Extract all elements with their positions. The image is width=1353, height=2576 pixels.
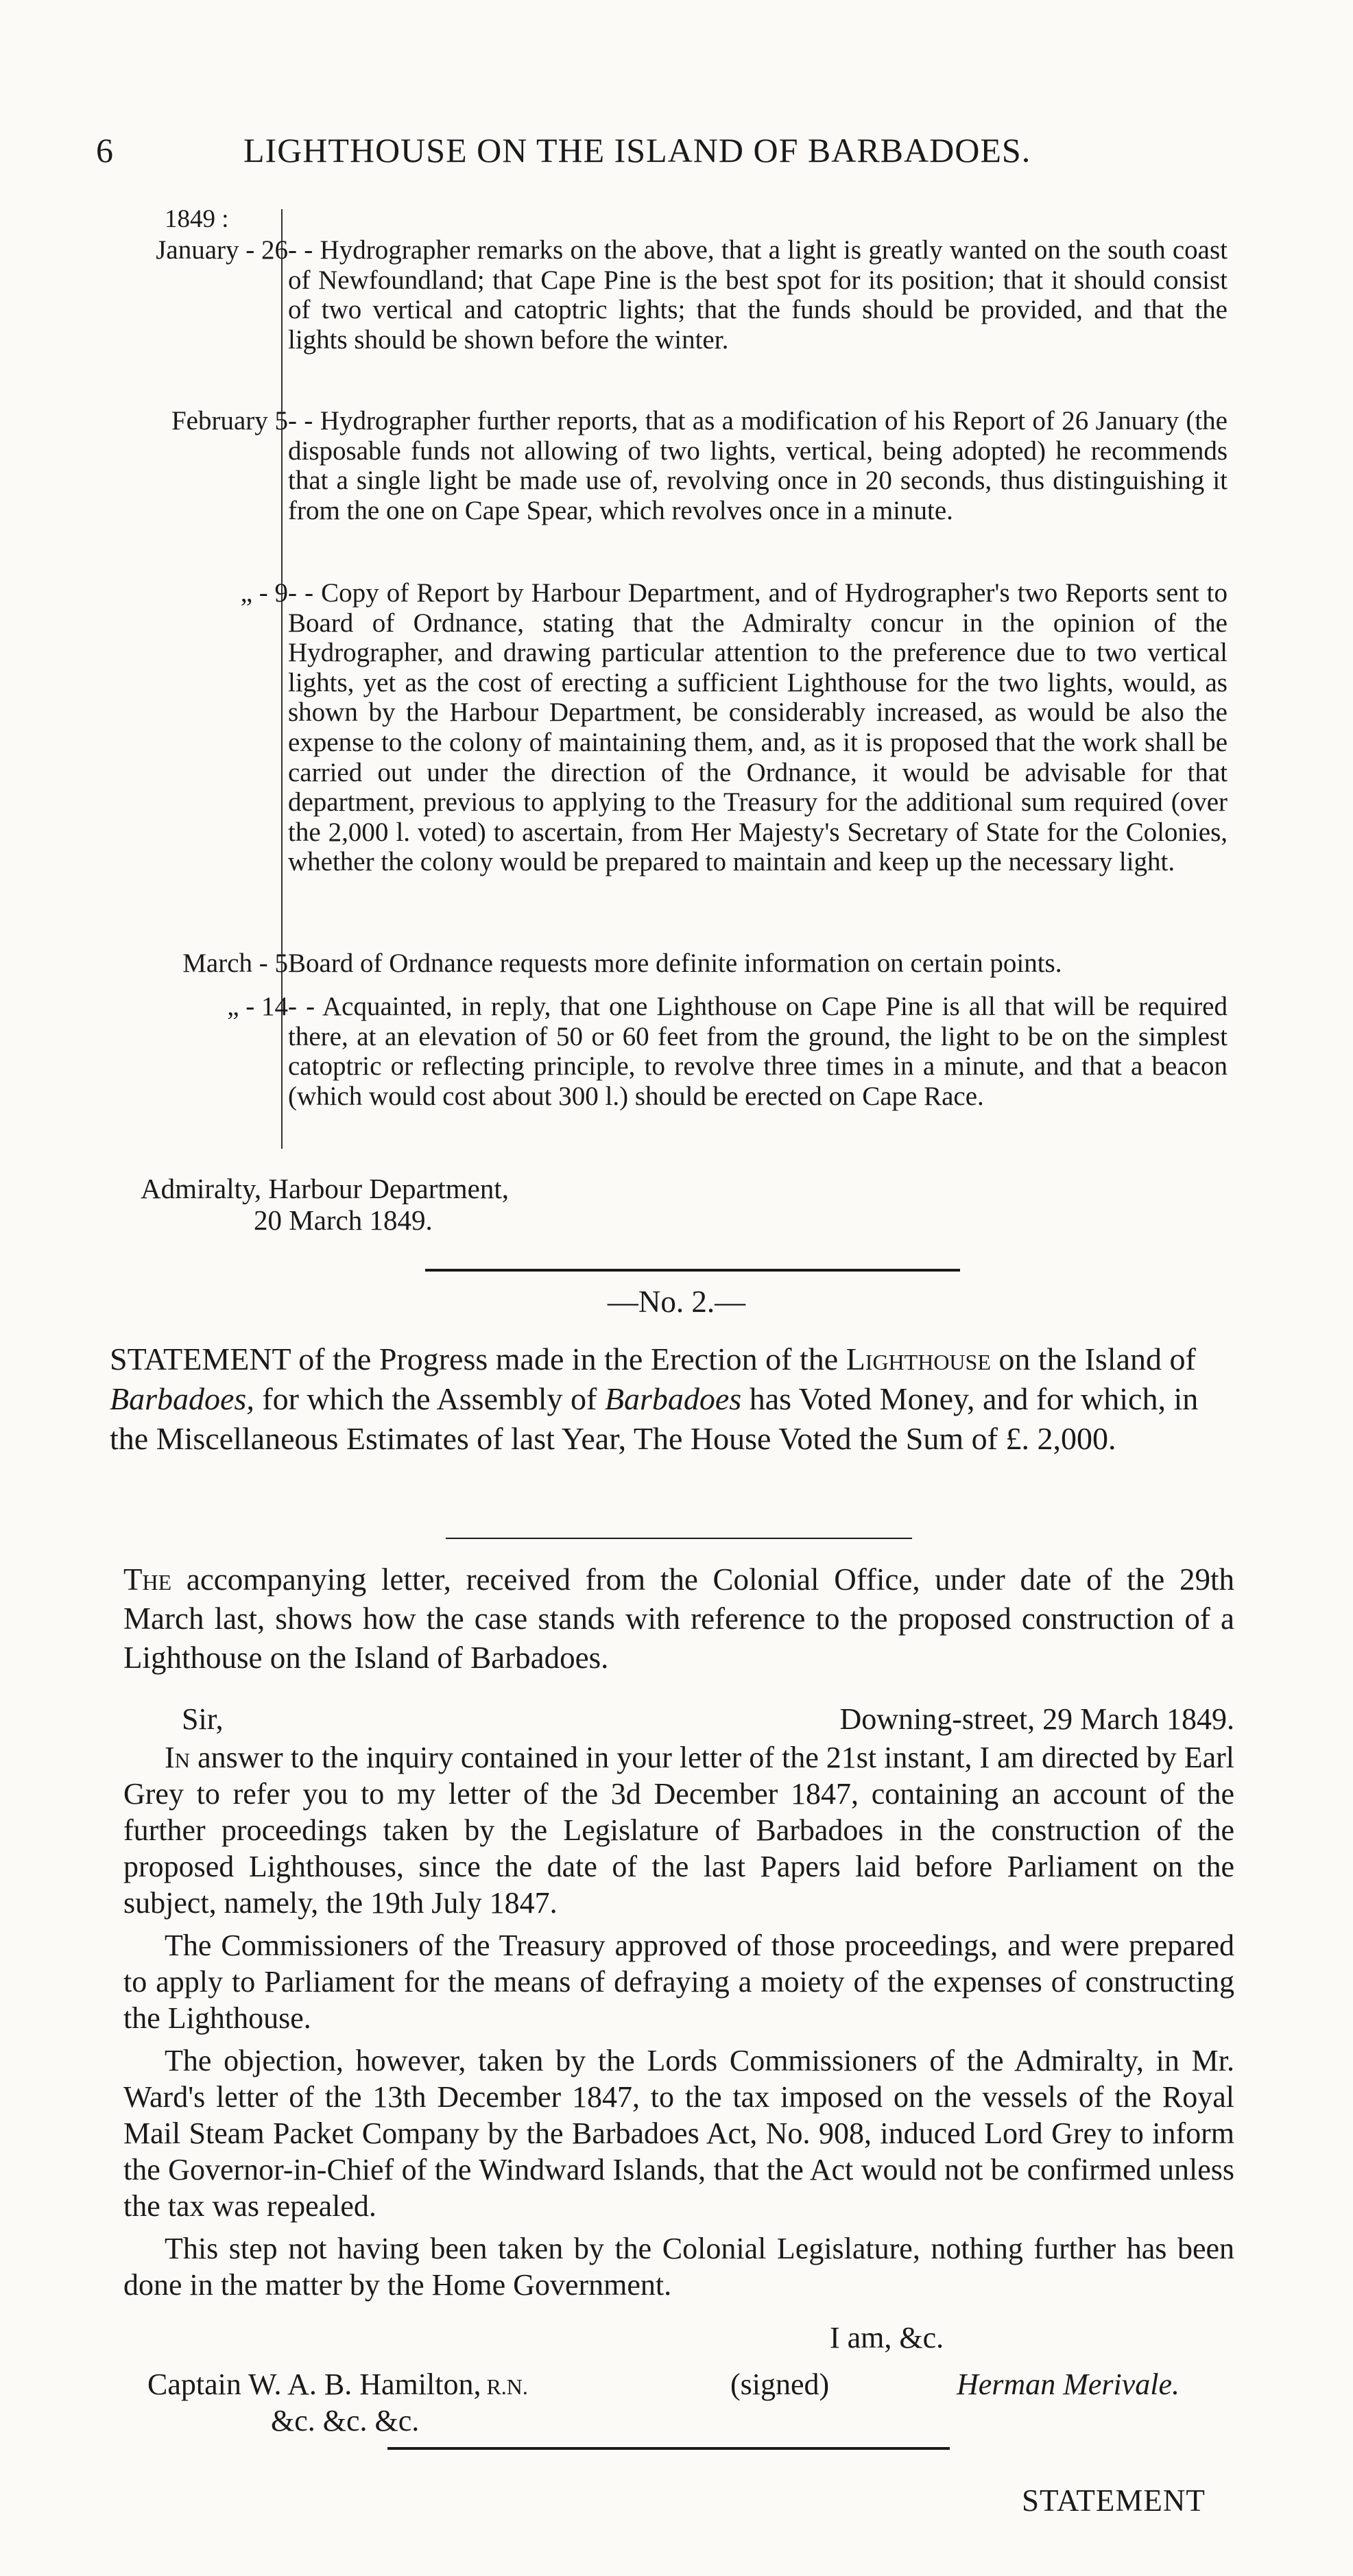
letter-paragraph xyxy=(123,1739,1234,1921)
log-entry-date: March - 5 xyxy=(182,949,288,978)
signed-label: (signed) xyxy=(730,2368,830,2401)
statement-text: has Voted Money, and for which, in the Miscellaneous Estimates of last Year, The House Voted the Sum of £. 2,000. xyxy=(110,1381,1199,1456)
intro-paragraph xyxy=(123,1560,1234,1678)
statement-place: Barbadoes, xyxy=(110,1381,254,1416)
log-entry-date: February 5 xyxy=(171,406,288,436)
letter-paragraph: This step not having been taken by the Colonial Legislature, nothing further has been done in the matter by the Home Government. xyxy=(123,2232,1234,2302)
statement-text: on the Island of xyxy=(990,1341,1196,1376)
catchword: STATEMENT xyxy=(1022,2483,1206,2518)
letter-salutation: Sir, xyxy=(182,1702,224,1736)
page-title: LIGHTHOUSE ON THE ISLAND OF BARBADOES. xyxy=(243,131,1031,169)
log-entry-text: - - Copy of Report by Harbour Department, and of Hydrographer's two Reports sent to Board of Ordnance, stating that the Admiralty concur in the opinion of the Hydrographer, and drawing particular attention to the preference due to two vertical lights, yet as the cost of erecting a sufficient Lighthouse for the two lights, would, as shown by the Harbour Department, be considerably increased, as would be also the expense to the colony of maintaining them, and, as it is proposed that the work shall be carried out under the direction of the Ordnance, it would be advisable for that department, previous to applying to the Treasury for the additional sum required (over the 2,000 l. voted) to ascertain, from Her Majesty's Secretary of State for the Colonies, whether the colony would be prepared to maintain and keep up the necessary light. xyxy=(288,578,1228,877)
recipient-name: Captain W. A. B. Hamilton, xyxy=(147,2368,481,2401)
letter-salutation-row xyxy=(123,1701,1234,1739)
recipient-etc: &c. &c. &c. xyxy=(271,2404,420,2437)
statement-text: STATEMENT of the Progress made in the Erection of the xyxy=(110,1341,846,1376)
signoff-line: Admiralty, Harbour Department, xyxy=(141,1173,510,1204)
log-year: 1849 : xyxy=(165,205,229,233)
statement-place: Barbadoes xyxy=(604,1381,742,1416)
section-rule xyxy=(425,1269,960,1272)
letter-dateline: Downing-street, 29 March 1849. xyxy=(839,1702,1234,1736)
recipient-rank: R.N. xyxy=(481,2374,528,2399)
section-number: —No. 2.— xyxy=(607,1285,746,1319)
letter-paragraph: The Commissioners of the Treasury approved of those proceedings, and were prepared to apply to Parliament for the means of defraying a moiety of the expenses of constructing the Lighthouse. xyxy=(123,1929,1234,2035)
signatory-name: Herman Merivale. xyxy=(957,2368,1180,2401)
end-rule xyxy=(387,2447,950,2450)
log-entry-date: „ - 9 xyxy=(240,578,288,608)
statement-heading xyxy=(110,1339,1234,1459)
letter-paragraph: The objection, however, taken by the Lords Commissioners of the Admiralty, in Mr. Ward's letter of the 13th December 1847, to the tax imposed on the vessels of the Royal Mail Steam Packet Company by the Barbadoes Act, No. 908, induced Lord Grey to inform the Governor-in-Chief of the Windward Islands, that the Act would not be confirmed unless the tax was repealed. xyxy=(123,2044,1234,2223)
letter-closing: I am, &c. xyxy=(830,2321,944,2354)
intro-text: accompanying letter, received from the Colonial Office, under date of the 29th March last, shows how the case stands with reference to the proposed construction of a Lighthouse on the Island of Barbadoes. xyxy=(123,1562,1234,1675)
log-entry-text: - - Acquainted, in reply, that one Lighthouse on Cape Pine is all that will be required there, at an elevation of 50 or 60 feet from the ground, the light to be on the simplest catoptric or reflecting principle, to revolve three times in a minute, and that a beacon (which would cost about 300 l.) should be erected on Cape Race. xyxy=(288,992,1228,1111)
page-number: 6 xyxy=(96,131,113,169)
letter-lead: In xyxy=(165,1741,191,1774)
log-entry-text: - - Hydrographer remarks on the above, that a light is greatly wanted on the south coast of Newfoundland; that Cape Pine is the best spot for its position; that it should consist of two vertical and catoptric lights; that the funds should be provided, and that the lights should be shown before the winter. xyxy=(288,235,1228,355)
signoff-date: 20 March 1849. xyxy=(254,1204,433,1236)
letter-text: answer to the inquiry contained in your letter of the 21st instant, I am directed by Earl Grey to refer you to my letter of the 3d December 1847, containing an account of the further proceedings taken by the Legislature of Barbadoes in the construction of the proposed Lighthouses, since the date of the last Papers laid before Parliament on the subject, namely, the 19th July 1847. xyxy=(123,1741,1234,1920)
statement-lighthouse: Lighthouse xyxy=(846,1341,991,1376)
log-entry-date: January - 26 xyxy=(156,235,288,265)
admiralty-signoff xyxy=(141,1173,509,1236)
letter-recipient xyxy=(147,2366,528,2405)
log-entry-text: Board of Ordnance requests more definite information on certain points. xyxy=(288,949,1062,978)
divider-rule xyxy=(446,1538,912,1539)
log-entry-date: „ - 14 xyxy=(227,992,288,1021)
letter-body xyxy=(123,1701,1234,2309)
intro-lead: The xyxy=(123,1562,172,1597)
statement-text: for which the Assembly of xyxy=(254,1381,605,1416)
log-entry-text: - - Hydrographer further reports, that as a modification of his Report of 26 January (the disposable funds not allowing of two lights, vertical, being adopted) he recommends that a single light be made use of, revolving once in 20 seconds, thus distinguishing it from the one on Cape Spear, which revolves once in a minute. xyxy=(288,406,1228,525)
